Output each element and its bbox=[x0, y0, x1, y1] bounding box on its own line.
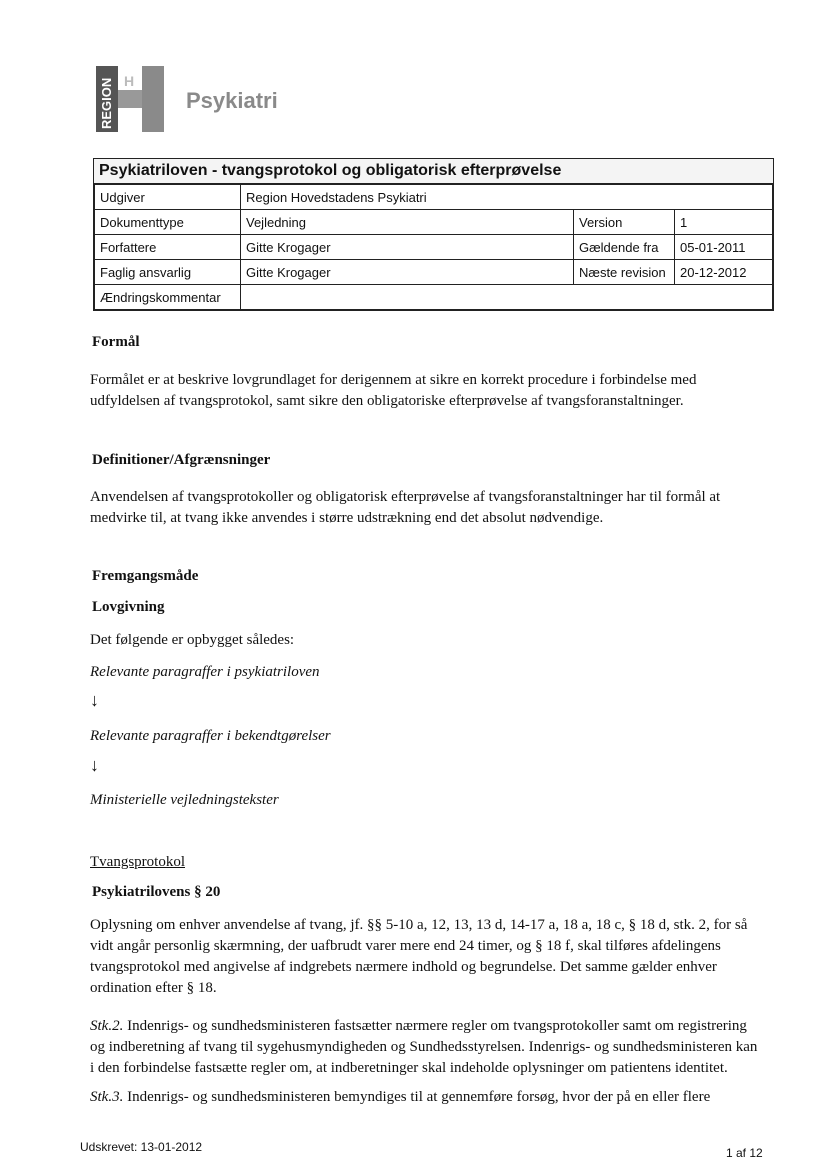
section-title-formal: Formål bbox=[92, 334, 140, 350]
meta-label: Dokumenttype bbox=[95, 210, 241, 235]
meta-label: Faglig ansvarlig bbox=[95, 260, 241, 285]
table-row bbox=[95, 260, 773, 285]
meta-value: Vejledning bbox=[241, 210, 574, 235]
meta-value bbox=[241, 285, 773, 310]
section-title-definitions: Definitioner/Afgrænsninger bbox=[92, 452, 271, 468]
meta-value: Gitte Krogager bbox=[241, 235, 574, 260]
paragraph-definitions: Anvendelsen af tvangsprotokoller og obligatorisk efterprøvelse af tvangsforanstaltninger har til formål at medvirke til, at tvang ikke anvendes i større udstrækning end det absolut nødvendige. bbox=[90, 489, 721, 526]
stk3-label: Stk.3. bbox=[90, 1089, 124, 1105]
meta-label: Gældende fra bbox=[574, 235, 675, 260]
meta-value: 20-12-2012 bbox=[675, 260, 773, 285]
meta-label: Version bbox=[574, 210, 675, 235]
meta-label: Udgiver bbox=[95, 185, 241, 210]
section-title-paragraph-20: Psykiatrilovens § 20 bbox=[92, 884, 221, 900]
meta-label: Ændringskommentar bbox=[95, 285, 241, 310]
table-row bbox=[95, 285, 773, 310]
stk2-text: Indenrigs- og sundhedsministeren fastsætter nærmere regler om tvangsprotokoller samt om registrering og indberetning af tvang til sygehusmyndigheden og Sundhedsstyrelsen. Indenrigs- og sundhedsministeren kan i den forbindelse fastsætte regler om, at indberetninger skal indeholde oplysninger om patientens identitet. bbox=[90, 1018, 758, 1076]
region-h-logo bbox=[96, 66, 168, 137]
paragraph-stk3 bbox=[90, 1087, 770, 1108]
flow-item: Ministerielle vejledningstekster bbox=[90, 792, 279, 808]
down-arrow-icon: ↓ bbox=[90, 690, 99, 710]
table-row bbox=[95, 210, 773, 235]
flow-item: Relevante paragraffer i bekendtgørelser bbox=[90, 728, 331, 744]
section-title-coercion-protocol: Tvangsprotokol bbox=[90, 854, 185, 870]
meta-value: 1 bbox=[675, 210, 773, 235]
paragraph-20-text: Oplysning om enhver anvendelse af tvang, jf. §§ 5-10 a, 12, 13, 13 d, 14-17 a, 18 a, 18 c, § 18 d, stk. 2, for så vidt angår personlig skærmning, der uafbrudt varer mere end 24 timer, og § 18 f, skal tilføres afdelingens tvangsprotokol med angivelse af indgrebets nærmere indhold og begrundelse. Det samme gælder enhver ordination efter § 18. bbox=[90, 917, 748, 996]
logo-word: Psykiatri bbox=[186, 88, 278, 113]
paragraph-legislation-intro: Det følgende er opbygget således: bbox=[90, 632, 295, 648]
logo-letter: H bbox=[124, 73, 135, 89]
stk3-text: Indenrigs- og sundhedsministeren bemyndiges til at gennemføre forsøg, hvor der på en eller flere bbox=[123, 1089, 711, 1105]
flow-item: Relevante paragraffer i psykiatriloven bbox=[90, 664, 320, 680]
print-date: Udskrevet: 13-01-2012 bbox=[80, 1140, 203, 1154]
paragraph-stk2 bbox=[90, 1016, 765, 1079]
section-title-legislation: Lovgivning bbox=[92, 599, 165, 615]
meta-value: 05-01-2011 bbox=[675, 235, 773, 260]
paragraph-formal: Formålet er at beskrive lovgrundlaget for derigennem at sikre en korrekt procedure i forbindelse med udfyldelsen af tvangsprotokol, samt sikre den obligatoriske efterprøvelse af tvangsforanstaltninger. bbox=[90, 372, 697, 409]
meta-label: Forfattere bbox=[95, 235, 241, 260]
logo-vertical-text: REGION bbox=[99, 77, 114, 129]
page-number: 1 af 12 bbox=[726, 1146, 763, 1160]
section-title-procedure: Fremgangsmåde bbox=[92, 568, 199, 584]
document-meta-table bbox=[93, 158, 774, 311]
meta-value: Gitte Krogager bbox=[241, 260, 574, 285]
table-row bbox=[95, 185, 773, 210]
region-h-logo-mark bbox=[96, 66, 168, 132]
meta-label: Næste revision bbox=[574, 260, 675, 285]
stk2-label: Stk.2. bbox=[90, 1018, 124, 1034]
table-row bbox=[95, 235, 773, 260]
document-title: Psykiatriloven - tvangsprotokol og obligatorisk efterprøvelse bbox=[94, 159, 773, 184]
down-arrow-icon: ↓ bbox=[90, 755, 99, 775]
meta-value: Region Hovedstadens Psykiatri bbox=[241, 185, 773, 210]
